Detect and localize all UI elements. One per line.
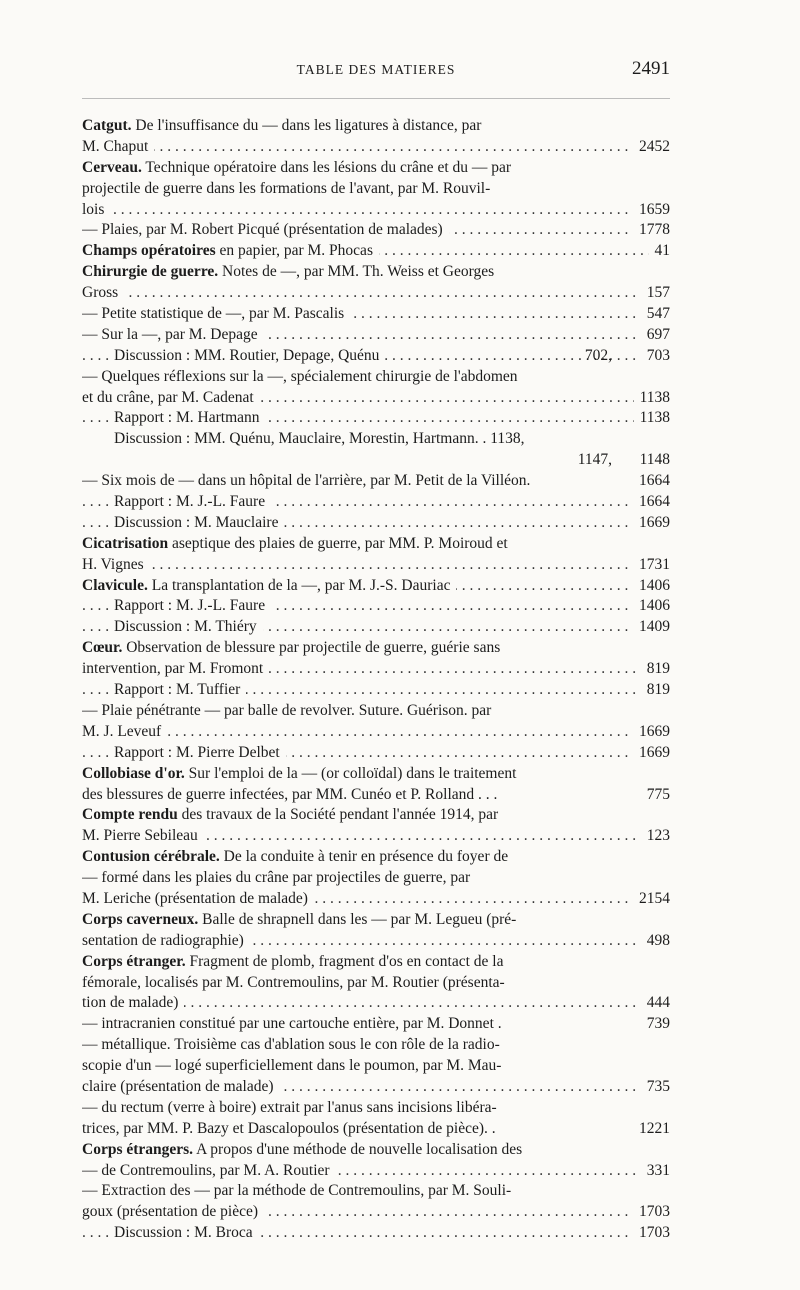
index-line [82, 325, 670, 346]
entry-text [82, 388, 260, 409]
entry-description: — Extraction des — par la méthode de Contremoulins, par M. Souli- [82, 1182, 512, 1200]
entry-text [82, 785, 497, 806]
entry-description: Observation de blessure par projectile de guerre, guérie sans [122, 639, 501, 657]
entry-description: M. J. Leveuf [82, 722, 162, 740]
index-line [82, 283, 670, 304]
entry-page-number: 697 [641, 325, 670, 346]
index-line [82, 513, 670, 534]
entry-description: scopie d'un — logé superficiellement dans le poumon, par M. Mau- [82, 1057, 502, 1075]
entry-text [82, 847, 508, 868]
entry-keyword: Corps étrangers. [82, 1140, 194, 1158]
entry-page-number: 1731 [633, 555, 670, 576]
entry-text [82, 1181, 511, 1202]
index-line [82, 847, 670, 868]
entry-text [82, 200, 110, 221]
entry-text [82, 555, 150, 576]
entry-text [82, 868, 470, 889]
entry-page-number: 1664 [633, 471, 670, 492]
index-line [82, 555, 670, 576]
entry-description: M. Chaput [82, 137, 149, 155]
entry-page-ref: 1147, [577, 451, 612, 469]
entry-text [82, 805, 498, 826]
entry-description: Discussion : MM. Quénu, Mauclaire, Morestin, Hartmann. . 1138, [114, 430, 525, 448]
entry-page-number: 444 [641, 993, 670, 1014]
index-line [82, 179, 670, 200]
entry-description: De la conduite à tenir en présence du foyer de [219, 848, 509, 866]
entry-text [82, 659, 269, 680]
index-line [82, 576, 670, 597]
entry-keyword: Catgut. [82, 117, 132, 134]
entry-page-number: 2154 [633, 889, 670, 910]
entry-page-number: 157 [641, 283, 670, 304]
entry-text [82, 1098, 497, 1119]
entry-text [82, 993, 184, 1014]
index-line [82, 596, 670, 617]
entry-keyword: Clavicule. [82, 576, 148, 594]
entry-description: — Quelques réflexions sur la —, spécialement chirurgie de l'abdomen [82, 367, 518, 385]
index-line [82, 743, 670, 764]
entry-keyword: Collobiase d'or. [82, 764, 185, 782]
entry-description: — du rectum (verre à boire) extrait par l'anus sans incisions libéra- [82, 1098, 497, 1116]
page-number: 2491 [632, 58, 670, 79]
entry-description: claire (présentation de malade) [82, 1077, 274, 1095]
entry-description: — Sur la —, par M. Depage [82, 325, 258, 343]
index-line [82, 1181, 670, 1202]
entry-description: Discussion : M. Mauclaire [114, 513, 279, 531]
index-line [82, 346, 670, 367]
entry-page-number: 1664 [633, 492, 670, 513]
entry-description: Fragment de plomb, fragment d'os en contact de la [185, 952, 504, 970]
entry-page-number: 1406 [633, 596, 670, 617]
index-line [82, 450, 670, 471]
entry-keyword: Cicatrisation [82, 534, 169, 552]
entry-text [82, 304, 350, 325]
entry-description: Notes de —, par MM. Th. Weiss et Georges [218, 263, 495, 281]
index-line [82, 388, 670, 409]
entry-text [114, 617, 263, 638]
index-line [82, 680, 670, 701]
running-title: TABLE DES MATIERES [296, 62, 456, 77]
entry-keyword: Cerveau. [82, 158, 142, 176]
entry-text [82, 116, 481, 137]
entry-text [82, 158, 511, 179]
entry-text [114, 492, 271, 513]
entry-text [114, 429, 525, 450]
entry-text [114, 596, 271, 617]
entry-description: fémorale, localisés par M. Contremoulins, par M. Routier (présenta- [82, 973, 505, 991]
entry-text [114, 743, 286, 764]
entry-page-number: 1138 [634, 388, 670, 409]
entry-description: Discussion : MM. Routier, Depage, Quénu [114, 346, 380, 364]
entry-description: Rapport : M. Hartmann [114, 409, 260, 427]
entry-description: Balle de shrapnell dans les — par M. Legueu (pré- [198, 910, 517, 928]
entry-description: Discussion : M. Broca [114, 1224, 253, 1242]
entry-description: trices, par MM. P. Bazy et Dascalopoulos (présentation de pièce). . [82, 1119, 496, 1137]
entry-keyword: Contusion cérébrale. [82, 848, 220, 866]
entry-description: Rapport : M. J.-L. Faure [114, 597, 266, 615]
entry-text [82, 1202, 264, 1223]
index-line [82, 492, 670, 513]
index-line [82, 764, 670, 785]
entry-text [82, 367, 518, 388]
index-line [82, 910, 670, 931]
entry-description: Sur l'emploi de la — (or colloïdal) dans le traitement [184, 764, 517, 782]
entry-text [82, 910, 516, 931]
entry-page-number: 1703 [633, 1223, 670, 1244]
index-line [82, 1014, 670, 1035]
entry-text [114, 680, 246, 701]
entry-description: — Plaie pénétrante — par balle de revolver. Suture. Guérison. par [82, 701, 492, 719]
entry-page-number: 1148 [634, 450, 670, 471]
entry-text [114, 346, 385, 367]
entry-text [82, 764, 516, 785]
entry-description: — de Contremoulins, par M. A. Routier [82, 1161, 330, 1179]
entry-description: et du crâne, par M. Cadenat [82, 388, 254, 406]
entry-text [114, 1223, 259, 1244]
entry-description: en papier, par M. Phocas [215, 242, 373, 260]
index-line [82, 973, 670, 994]
entry-description: — Six mois de — dans un hôpital de l'arrière, par M. Petit de la Villéon. [82, 472, 531, 490]
entry-text [82, 1161, 336, 1182]
entry-text [82, 722, 167, 743]
header-rule [82, 98, 670, 99]
entry-page-number: 1669 [633, 743, 670, 764]
entry-page-number: 703 [641, 346, 670, 367]
index-line [82, 304, 670, 325]
index-line [82, 805, 670, 826]
entry-page-number: 1138 [634, 408, 670, 429]
entry-page-number: 735 [641, 1077, 670, 1098]
entry-text [82, 638, 500, 659]
entry-description: tion de malade) [82, 994, 179, 1012]
index-line [82, 534, 670, 555]
index-line [82, 785, 670, 806]
index-line [82, 137, 670, 158]
entry-page-number: 1409 [633, 617, 670, 638]
entry-keyword: Cœur. [82, 639, 123, 657]
index-line [82, 701, 670, 722]
entry-description: — métallique. Troisième cas d'ablation sous le con rôle de la radio- [82, 1036, 500, 1054]
index-line [82, 617, 670, 638]
entry-page-number: 547 [641, 304, 670, 325]
entry-description: projectile de guerre dans les formations de l'avant, par M. Rouvil- [82, 179, 491, 197]
entry-description: goux (présentation de pièce) [82, 1203, 259, 1221]
index-line [82, 826, 670, 847]
index-line [82, 659, 670, 680]
index-line [82, 471, 670, 492]
entry-text [82, 576, 456, 597]
index-line [82, 158, 670, 179]
entry-page-ref: 702, [584, 346, 612, 364]
page-header [82, 58, 670, 82]
entry-page-number: 41 [649, 241, 671, 262]
index-line [82, 408, 670, 429]
entry-text [82, 179, 490, 200]
index-line [82, 1056, 670, 1077]
entry-description: des travaux de la Société pendant l'année 1914, par [177, 806, 499, 824]
entry-page-number: 775 [641, 785, 670, 806]
index-line [82, 931, 670, 952]
entry-text [82, 973, 505, 994]
entry-description: Discussion : M. Thiéry [114, 618, 257, 636]
entry-description: — formé dans les plaies du crâne par projectiles de guerre, par [82, 869, 471, 887]
index-line [82, 1202, 670, 1223]
entry-text [82, 283, 124, 304]
entry-page-number: 819 [641, 659, 670, 680]
entry-text [82, 1056, 501, 1077]
entry-description: Gross [82, 284, 119, 302]
entry-description: — Plaies, par M. Robert Picqué (présentation de malades) [82, 221, 443, 239]
entry-text [82, 701, 491, 722]
entry-page-number: 1669 [633, 513, 670, 534]
entry-text [82, 1014, 502, 1035]
index-line [82, 638, 670, 659]
entry-description: des blessures de guerre infectées, par MM. Cunéo et P. Rolland . . . [82, 785, 498, 803]
entry-text [82, 931, 250, 952]
index-line [82, 993, 670, 1014]
entry-text [82, 471, 530, 492]
entry-page-number: 739 [641, 1014, 670, 1035]
entry-description: Rapport : M. Tuffier [114, 681, 241, 699]
entry-description: De l'insuffisance du — dans les ligatures à distance, par [131, 117, 482, 134]
entry-description: lois [82, 200, 105, 218]
index-line [82, 868, 670, 889]
entry-text [82, 1077, 280, 1098]
entry-text [114, 408, 266, 429]
index-line [82, 722, 670, 743]
entry-description: A propos d'une méthode de nouvelle localisation des [193, 1140, 523, 1158]
entry-description: H. Vignes [82, 555, 144, 573]
entry-description: — intracranien constitué par une cartouche entière, par M. Donnet . [82, 1015, 502, 1033]
entry-text [82, 325, 264, 346]
index-line [82, 1223, 670, 1244]
index-line [82, 262, 670, 283]
entry-description: M. Leriche (présentation de malade) [82, 889, 308, 907]
index-line [82, 241, 670, 262]
entry-description: Rapport : M. J.-L. Faure [114, 493, 266, 511]
index-line [82, 1161, 670, 1182]
entry-text [82, 826, 204, 847]
index-line [82, 889, 670, 910]
entry-description: intervention, par M. Fromont [82, 660, 264, 678]
entry-keyword: Compte rendu [82, 806, 178, 824]
entry-text [82, 534, 508, 555]
index-line [82, 1077, 670, 1098]
entry-text [82, 952, 503, 973]
index-line [82, 200, 670, 221]
index-line [82, 220, 670, 241]
entry-text [82, 1140, 522, 1161]
index-entries [82, 116, 670, 1244]
entry-description: La transplantation de la —, par M. J.-S. Dauriac [147, 576, 451, 594]
entry-page-number: 1406 [633, 576, 670, 597]
index-line [82, 1140, 670, 1161]
entry-page-number: 123 [641, 826, 670, 847]
entry-page-number: 1703 [633, 1202, 670, 1223]
entry-description: Rapport : M. Pierre Delbet [114, 743, 280, 761]
entry-description: M. Pierre Sebileau [82, 827, 198, 845]
entry-text [82, 1119, 496, 1140]
entry-text [82, 1035, 500, 1056]
index-line [82, 952, 670, 973]
index-line [82, 367, 670, 388]
index-line [82, 1119, 670, 1140]
entry-text [82, 241, 379, 262]
entry-text [114, 513, 284, 534]
entry-keyword: Chirurgie de guerre. [82, 263, 219, 281]
entry-text [82, 262, 494, 283]
entry-description: Technique opératoire dans les lésions du crâne et du — par [141, 158, 512, 176]
entry-page-number: 1778 [633, 220, 670, 241]
entry-description: aseptique des plaies de guerre, par MM. P. Moiroud et [168, 534, 508, 552]
index-line [82, 116, 670, 137]
entry-text [82, 220, 449, 241]
entry-text [82, 889, 314, 910]
entry-keyword: Corps étranger. [82, 952, 186, 970]
index-line [82, 1098, 670, 1119]
entry-page-number: 2452 [633, 137, 670, 158]
index-line [82, 1035, 670, 1056]
entry-description: sentation de radiographie) [82, 931, 244, 949]
entry-page-number: 331 [641, 1161, 670, 1182]
entry-page-number: 819 [641, 680, 670, 701]
index-line [82, 429, 670, 450]
entry-page-number: 498 [641, 931, 670, 952]
entry-page-number: 1221 [633, 1119, 670, 1140]
entry-keyword: Champs opératoires [82, 242, 216, 260]
entry-page-number: 1659 [633, 200, 670, 221]
entry-page-number: 1669 [633, 722, 670, 743]
entry-keyword: Corps caverneux. [82, 910, 199, 928]
entry-description: — Petite statistique de —, par M. Pascalis [82, 305, 345, 323]
entry-text [82, 137, 154, 158]
